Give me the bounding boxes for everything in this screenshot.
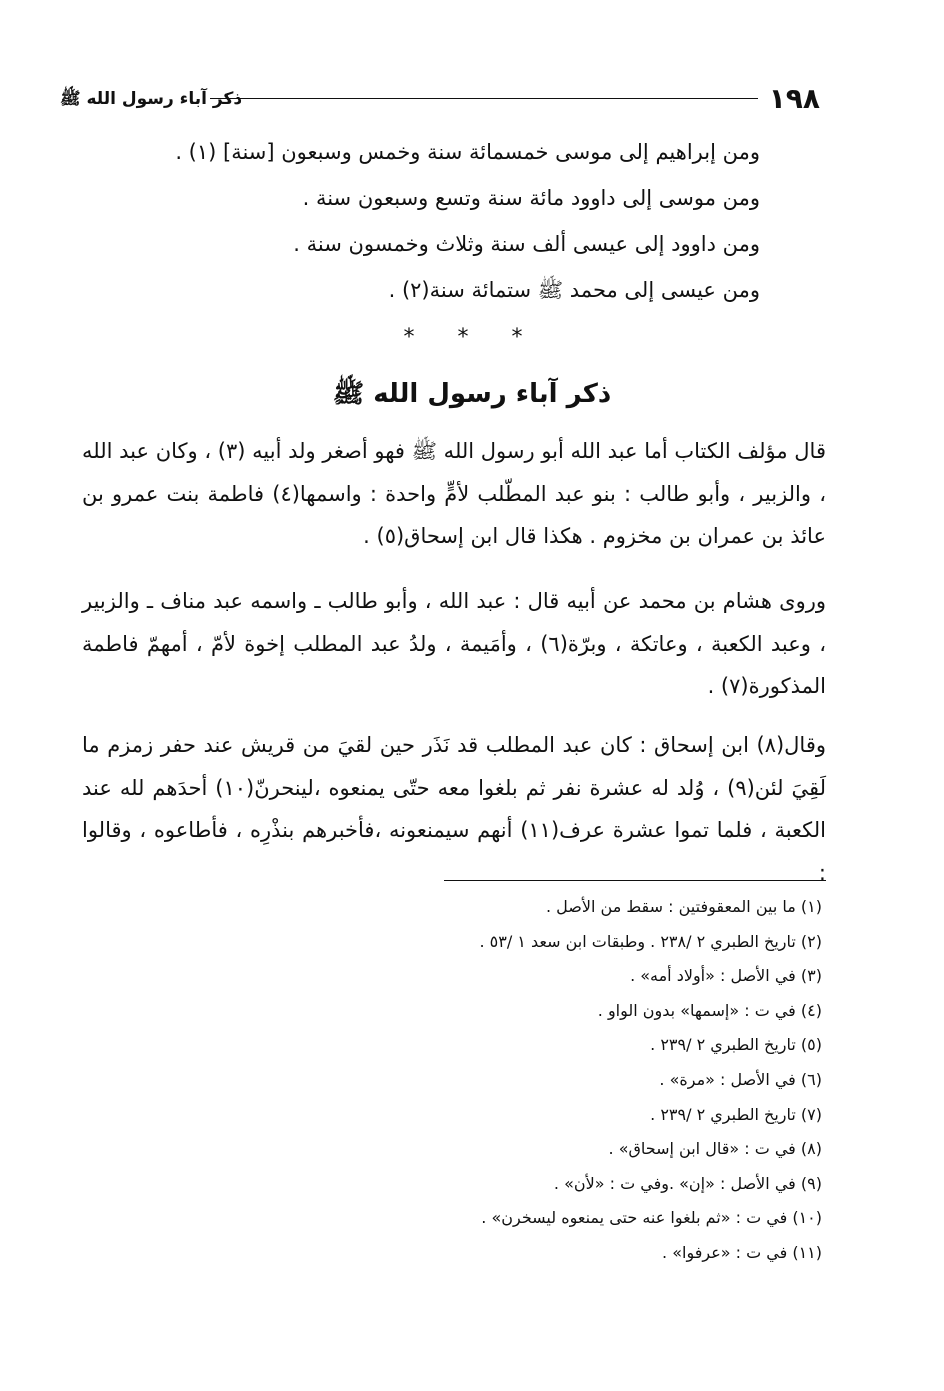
section-heading: ذكر آباء رسول الله ﷺ: [332, 379, 612, 409]
footnote: (١١) في ت : «عرفوا» .: [662, 1242, 822, 1262]
page-header: [60, 82, 820, 116]
footnote: (٣) في الأصل : «أولاد أمه» .: [630, 966, 822, 986]
footnote: (١٠) في ت : «ثم بلغوا عنه حتى يمنعوه ليسخرن» .: [481, 1208, 822, 1228]
footnote: (٢) تاريخ الطبري ٢ /٢٣٨ . وطبقات ابن سعد ١ /٥٣ .: [479, 931, 822, 951]
running-title: ذكر آباء رسول الله ﷺ: [60, 89, 243, 109]
footnote: (٤) في ت : «إسمها» بدون الواو .: [597, 1000, 822, 1020]
chronology-line: ومن إبراهيم إلى موسى خمسمائة سنة وخمس وسبعون [سنة] (١) .: [175, 140, 760, 164]
body-paragraph: وقال(٨) ابن إسحاق : كان عبد المطلب قد نَذَر حين لقيَ من قريش عند حفر زمزم ما لَقِيَ لئن(٩) ، وُلد له عشرة نفر ثم بلغوا معه حتّى يمنعوه ،لينحرنّ(١٠) أحدَهم لله عند الكعبة ، فلما تموا عشرة عرف(١١) أنهم سيمنعونه ،فأخبرهم بنذْرِه ، فأطاعوه ، وقالوا :: [82, 733, 827, 885]
footnotes-list: [122, 890, 822, 1271]
footnote: (٥) تاريخ الطبري ٢ /٢٣٩ .: [650, 1035, 822, 1055]
footnote: (٦) في الأصل : «مرة» .: [659, 1069, 822, 1089]
chronology-line: ومن داوود إلى عيسى ألف سنة وثلاث وخمسون سنة .: [293, 232, 760, 256]
section-separator: * * *: [403, 325, 541, 350]
chronology-line: ومن موسى إلى داوود مائة سنة وتسع وسبعون سنة .: [302, 186, 760, 210]
header-rule: [210, 98, 758, 99]
footnote: (٩) في الأصل : «إن» .وفي ت : «لأن» .: [553, 1173, 822, 1193]
footnote: (٧) تاريخ الطبري ٢ /٢٣٩ .: [650, 1104, 822, 1124]
page-number: ١٩٨: [768, 82, 820, 115]
footnote: (٨) في ت : «قال ابن إسحاق» .: [608, 1139, 822, 1159]
chronology-line: ومن عيسى إلى محمد ﷺ ستمائة سنة(٢) .: [388, 278, 760, 302]
body-paragraph: وروى هشام بن محمد عن أبيه قال : عبد الله ، وأبو طالب ـ واسمه عبد مناف ـ والزبير ، وعبد الكعبة ، وعاتكة ، وبرّة(٦) ، وأمَيمة ، ولدُ عبد المطلب إخوة لأمّ ، أمهمّ فاطمة المذكورة(٧) .: [82, 589, 826, 698]
body-paragraph: قال مؤلف الكتاب أما عبد الله أبو رسول الله ﷺ فهو أصغر ولد أبيه (٣) ، وكان عبد الله ، والزبير ، وأبو طالب : بنو عبد المطّلب لأمٍّ واحدة : واسمها(٤) فاطمة بنت عمرو بن عائذ بن عمران بن مخزوم . هكذا قال ابن إسحاق(٥) .: [82, 439, 826, 548]
footnote-rule: [444, 880, 826, 881]
footnote: (١) ما بين المعقوفتين : سقط من الأصل .: [546, 897, 822, 916]
